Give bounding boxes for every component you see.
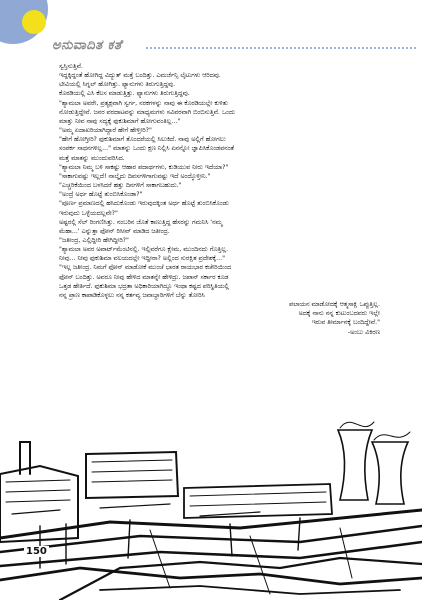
section-header (52, 38, 418, 56)
story-line: ಒತ್ತಡ ಹೇರ್ತಿದೆ. ಫುಕುಶಿಮಾ ಭದ್ರತಾ ಅಧಿಕಾರಿಯಾಗಿದ್ದೂ ಇಂಥಾ ಕಷ್ಟದ ಪರಿಸ್ಥಿತಿಯಲ್ಲಿ (59, 282, 229, 290)
story-line: ಮತ್ತೆ ಮಾತನ್ನು ಮುಂದುವರಿಸಿದ. (59, 154, 125, 162)
story-line: "ಶ್ಯಾಮಲಾ ಅವರೇ, ಪ್ರತ್ಯಕ್ಷವಾಗಿ ಸ್ವರ್ಗ, ನರಕಗಳನ್ನು ನಾವು ಈ ಕೊಠಡಿಯಲ್ಲೇ ಕುಳಿತು (59, 99, 228, 107)
story-line: ಟೀವಿಯಲ್ಲಿ ಸಿಗ್ನಲ್ ಹೋಗಿತ್ತು. ಫ್ಯಾನುಗಳು ತಿರುಗುತ್ತಿದ್ದವು. (59, 81, 176, 89)
story-line: ಇರುವುದು ಒಳ್ಳೆಯದಲ್ಲವೇ?" (59, 209, 118, 217)
story-line: ಮಾತ್ತು ನೀವ ನಾವು ಸದ್ಯಕ್ಕೆ ಫುಕುಶಿಮಾಗೆ ಹೋಗುವಂತಿಲ್ಲ..." (59, 117, 181, 125)
story-line: ಫೋನ್ ಬಂದಿತ್ತು. ಅವರೂ ನೀವು ಹೇಳಿದ ಮಾತನ್ನೇ ಹೇಳಿದ್ರು. ಜಪಾನ್ ಸರ್ಕಾರ ಕೂಡ (59, 273, 229, 281)
story-text (50, 62, 406, 337)
dotted-rule (146, 47, 416, 49)
section-title: ಅನುವಾದಿತ ಕತೆ (52, 38, 122, 53)
story-line: ಸ್ವಸ್ತಿಸುತ್ತಿವೆ. (59, 63, 83, 70)
story-line: "ಅಂದ್ರೆ ಅರ್ಧ ಹೊಟ್ಟೆ ತುಂಬಿಸಿಕೊಂಡಾ?" (59, 191, 143, 199)
story-line: ಮೆಹಾ...' ಎನ್ನುತ್ತಾ ಫೋನ್ ರಿಸೀವ್ ಮಾಡಿದ ಜತೀಂದ್ರ. (59, 227, 170, 235)
story-line: ಅದಕ್ಕೆ ನಾನು ನನ್ನ ಕುಟುಂಬದವರು ಇಲ್ಲೇ (298, 310, 380, 318)
story-line: ನೋಡುತ್ತಿದ್ದೇವೆ. ಜನರ ಪರದಾಟವನ್ನು ಮಾಧ್ಯಮಗಳು ಸವಿವರವಾಗಿ ಬಿಂಬಿಸುತ್ತಿವೆ. ಒಂದು (59, 108, 236, 116)
story-line: "ಅಮ್ಮ ಏದಾಖರಿಯಾಗಿದ್ದಾರೆ ಹೇಗೆ ಹೇಳ್ತೀರಿ?" (59, 127, 152, 135)
nuclear-plant-sketch (0, 418, 422, 600)
story-line: ಪಲಾಯನ ಮಾಡೋದಕ್ಕೆ ಆತ್ಮಸಾಕ್ಷಿ ಒಪ್ಪುತ್ತಿಲ್ಲ. (288, 301, 380, 309)
story-line: "ಶ್ಯಾಮಲಾ ನಿಮ್ಮ ಬಳಿ ಸಾಕಷ್ಟು ಆಹಾರ ಪದಾರ್ಥಗಳು, ಕುಡಿಯುವ ನೀರು ಇದೆಯಾ?" (59, 163, 229, 171)
story-line: "ಇಲ್ಲ ಜತೀಂದ್ರ. ನಿಮಗೆ ಫೋನ್ ಮಾಡೋಕೆ ಮುಂಚೆ ಭಾರತ ರಾಯಭಾರ ಕಚೇರಿಯಿಂದ (59, 264, 232, 272)
story-line: "ಎಚ್ಚರಿಕೆಯಿಂದ ಬಳಸಿದರೆ ಹತ್ತು ದಿನಗಳಿಗೆ ಸಾಕಾಗಬಹುದು." (59, 182, 182, 190)
story-line: ಇರುವ ತೀರ್ಮಾನಕ್ಕೆ ಬಂದಿದ್ದೇವೆ." (311, 319, 380, 327)
story-line: ಅಷ್ಟರಲ್ಲಿ ಸೆಲ್ ರಿಂಗಣಿಸಿತ್ತು. ನಂಬರಿನ ಜೊತೆ ಕಾಣುತ್ತಿದ್ದ ಹೆಸರನ್ನು ಗಮನಿಸಿ 'ನಮ್ಮ (59, 218, 223, 226)
story-signature: -ಅಂಬು ವಿಕಿರಣ (347, 328, 380, 336)
page-number: 150 (26, 546, 47, 557)
story-line: "ಶ್ಯಾಮಲಾ ಅವರ ಅಪಾರ್ಟ್‌ಮೆಂಟಿನಲ್ಲಿ. ಇಲ್ಲಿವರೆಗೂ ಕ್ಷೇಮ, ಮುಂದಿನದು ಗೊತ್ತಿಲ್ಲ. (59, 246, 229, 254)
story-line: "ಸಾಕಾಗುವಷ್ಟು ಇಲ್ಲದೆ! ನಾಲ್ಕೈದು ದಿವಸಗಳಿಗಾಗುವಷ್ಟು ಇದೆ ಅಂದ್ಕೊಳ್ತೀನಿ." (59, 172, 211, 180)
story-line: ನೀವು... ನೀವು ಫುಕುಶಿಮಾ ವಲಯದಲ್ಲೇ ಇದ್ದೀರಾ? ಅಲ್ಲಿಂದ ಸುರಕ್ಷಿತ ಪ್ರದೇಶಕ್ಕೆ..." (59, 255, 225, 263)
story-line: "ಪೂರ್ಣ ಪ್ರಮಾಣದಲ್ಲಿ ಹಸಿದುಕೊಂಡು ಇರುವುದಕ್ಕಿಂತ ಅರ್ಧ ಹೊಟ್ಟೆ ತುಂಬಿಸಿಕೊಂಡು (59, 200, 229, 208)
story-line: ನನ್ನ ಪ್ರಾಣ ಕಾಪಾಡಿಕೊಳ್ಳಲು ನನ್ನ ಕರ್ತವ್ಯ ಜವಾಬ್ದಾರಿಗಳಿಗೆ ಬೆನ್ನು ತೋರಿಸಿ (59, 291, 205, 299)
story-line: ಇದ್ದಕ್ಕಿದ್ದಂತೆ ಹೋಗಿದ್ದ ವಿದ್ಯುತ್ ಮತ್ತೆ ಬಂದಿತ್ತು. ಎಮರ್ಜೆನ್ಸಿ ಲೈಟುಗಳು ಆರಿದವು. (59, 72, 221, 80)
story-line: "ಜತೀಂದ್ರ, ಎಲ್ಲಿದ್ದೀರಿ ಹೇಗಿದ್ದೀರಿ?" (59, 236, 129, 244)
story-line: "ಹೇಗೆ ಹೋಗ್ತೀರಿ? ಫುಕುಶಿಮಾಗೆ ತೊಂದರೆಯಲ್ಲಿ ಸಿಲುಕಿದೆ. ನಾವು ಅಲ್ಲಿಗೆ ಹೋಗಲು (59, 136, 226, 144)
story-line: ಸಂಪರ್ಕ ಸಾಧನಗಳಿಲ್ಲ..." ಮಾತನ್ನು ಒಂದು ಕ್ಷಣ ನಿಲ್ಲಿಸಿ ಏನನ್ನೋ ಜ್ಞಾಪಿಸಿಕೊಂಡವನಂತೆ (59, 145, 234, 153)
corner-yellow-circle (22, 10, 46, 34)
story-line: ಕೊಠಡಿಯಲ್ಲಿ ಎಸಿ ಕೆಲಸ ಮಾಡುತ್ತಿತ್ತು. ಫ್ಯಾನುಗಳು ತಿರುಗುತ್ತಿದ್ದವು. (59, 90, 190, 98)
